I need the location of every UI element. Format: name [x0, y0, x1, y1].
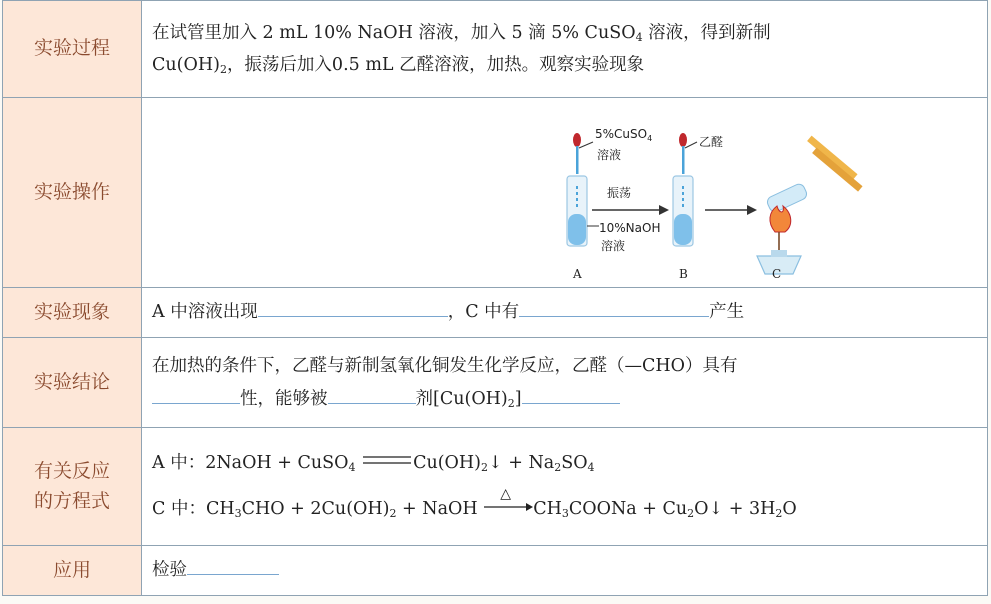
phenomenon-text-1: A 中溶液出现	[152, 302, 258, 323]
process-text-3: Cu(OH)	[152, 55, 220, 75]
process-sub-1: 4	[635, 30, 643, 44]
shake-label: 振荡	[607, 185, 632, 200]
process-text-1: 在试管里加入 2 mL 10% NaOH 溶液，加入 5 滴 5% CuSO	[152, 22, 636, 43]
caption-b: B	[679, 266, 688, 281]
heat-arrow-icon	[483, 485, 533, 516]
experiment-table	[2, 0, 988, 596]
dropper-a-icon	[573, 133, 581, 174]
row-phenomenon	[3, 288, 988, 338]
conclusion-text-4: ]	[514, 388, 522, 409]
caption-a: A	[573, 266, 582, 281]
process-text-4: ，振荡后加入0.5 mL 乙醛溶液，加热。观察实验现象	[226, 55, 645, 75]
label-equations-line1: 有关反应	[33, 460, 110, 483]
naoh-label-2: 溶液	[601, 238, 626, 253]
process-sub-3: 2	[219, 63, 227, 76]
reagent-b-label: 乙醛	[699, 134, 724, 149]
row-process	[3, 1, 988, 98]
row-application	[3, 546, 988, 596]
conclusion-text	[142, 338, 988, 428]
arrow-b-c-head-icon	[747, 205, 757, 215]
blank-oxidized[interactable]	[522, 387, 620, 404]
blank-property[interactable]	[152, 387, 240, 404]
label-operation: 实验操作	[3, 98, 142, 288]
leader-line-b	[685, 142, 697, 148]
equation-c: C 中：$CH_3CHO + 2Cu(OH)_2$ + NaOH △ $CH_3COONa$ + $Cu_2O↓ + 3H_2O$	[152, 487, 975, 533]
experiment-figure	[142, 104, 987, 282]
heating-setup-icon	[757, 135, 863, 273]
dropper-b-icon	[679, 133, 687, 174]
naoh-label: 10%NaOH	[599, 220, 661, 235]
process-text	[142, 1, 988, 98]
blank-agent[interactable]	[328, 387, 416, 404]
equals-sign-icon	[361, 453, 413, 467]
apparatus-diagram	[407, 114, 867, 284]
conclusion-text-3: 剂[Cu(OH)	[415, 388, 508, 409]
equations-text	[142, 428, 988, 546]
label-conclusion: 实验结论	[3, 338, 142, 428]
leader-line-a	[579, 142, 593, 148]
phenomenon-text-2: ，C 中有	[447, 302, 520, 323]
test-tube-a-icon	[567, 176, 587, 246]
row-conclusion	[3, 338, 988, 428]
conclusion-sub: 2	[507, 396, 515, 410]
blank-color-change[interactable]	[258, 300, 448, 317]
heat-symbol: △	[500, 485, 511, 502]
reagent-a-label-2: 溶液	[597, 147, 622, 162]
label-phenomenon: 实验现象	[3, 288, 142, 338]
test-tube-b-icon	[673, 176, 693, 246]
conclusion-text-2: 性，能够被	[240, 388, 328, 409]
row-operation	[3, 98, 988, 288]
process-text-2: 溶液，得到新制	[642, 22, 771, 43]
blank-application[interactable]	[187, 558, 279, 575]
caption-c: C	[772, 266, 782, 281]
label-process: 实验过程	[3, 1, 142, 98]
shake-arrowhead-icon	[659, 205, 669, 215]
label-equations	[3, 428, 142, 546]
conclusion-text-1: 在加热的条件下，乙醛与新制氢氧化铜发生化学反应，乙醛（—CHO）具有	[152, 356, 738, 377]
blank-precipitate[interactable]	[519, 300, 709, 317]
operation-figure-cell	[142, 98, 988, 288]
row-equations	[3, 428, 988, 546]
label-application: 应用	[3, 546, 142, 596]
application-text-1: 检验	[152, 560, 187, 581]
phenomenon-text	[142, 288, 988, 338]
equation-a: A 中：2NaOH + CuSO$_4$ $Cu(OH)_2↓ + Na_2SO_4$	[152, 453, 595, 474]
label-equations-line2: 的方程式	[33, 489, 110, 512]
application-text	[142, 546, 988, 596]
phenomenon-text-3: 产生	[709, 302, 745, 323]
reagent-a-label: 5%CuSO$_4$	[595, 126, 653, 143]
